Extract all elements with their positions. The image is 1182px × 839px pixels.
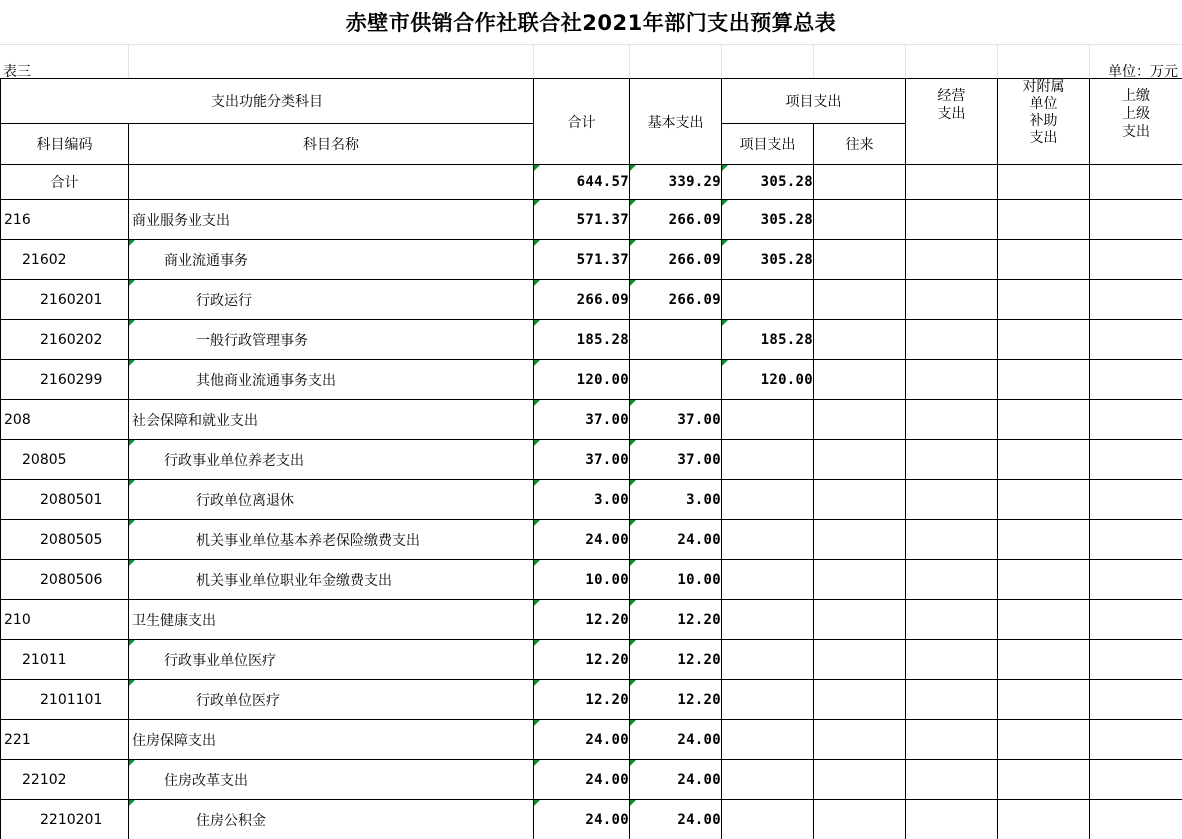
row-total: 120.00 — [534, 360, 630, 400]
row-project — [722, 680, 814, 720]
row-transfer — [814, 560, 906, 600]
row-name: 行政单位离退休 — [129, 480, 534, 520]
row-name: 行政事业单位医疗 — [129, 640, 534, 680]
row-upper — [1090, 800, 1182, 839]
row-project: 185.28 — [722, 320, 814, 360]
row-code: 2080505 — [1, 520, 129, 560]
row-total: 24.00 — [534, 760, 630, 800]
row-total: 37.00 — [534, 400, 630, 440]
row-code: 210 — [1, 600, 129, 640]
row-basic: 12.20 — [630, 600, 722, 640]
table-row — [1, 760, 1182, 800]
sheet-gridline — [997, 44, 998, 78]
table-row — [1, 560, 1182, 600]
row-basic — [630, 360, 722, 400]
row-total: 266.09 — [534, 280, 630, 320]
row-project — [722, 400, 814, 440]
row-name: 机关事业单位基本养老保险缴费支出 — [129, 520, 534, 560]
table-row — [1, 320, 1182, 360]
row-name: 卫生健康支出 — [129, 600, 534, 640]
row-name: 机关事业单位职业年金缴费支出 — [129, 560, 534, 600]
row-upper — [1090, 320, 1182, 360]
row-subsidiary — [998, 720, 1090, 760]
row-code: 2080501 — [1, 480, 129, 520]
row-name: 行政单位医疗 — [129, 680, 534, 720]
row-total: 12.20 — [534, 600, 630, 640]
row-code: 22102 — [1, 760, 129, 800]
row-total: 12.20 — [534, 680, 630, 720]
row-subsidiary — [998, 680, 1090, 720]
unit-label: 单位：万元 — [1108, 64, 1178, 80]
table-row — [1, 720, 1182, 760]
row-name: 住房保障支出 — [129, 720, 534, 760]
row-operating — [906, 480, 998, 520]
row-upper — [1090, 480, 1182, 520]
row-operating — [906, 320, 998, 360]
row-project: 120.00 — [722, 360, 814, 400]
row-upper — [1090, 280, 1182, 320]
row-code: 2160202 — [1, 320, 129, 360]
row-project — [722, 560, 814, 600]
row-operating — [906, 200, 998, 240]
sheet-gridline — [1089, 44, 1090, 78]
row-basic: 24.00 — [630, 520, 722, 560]
table-row — [1, 360, 1182, 400]
table-row — [1, 400, 1182, 440]
row-subsidiary — [998, 240, 1090, 280]
row-code: 21011 — [1, 640, 129, 680]
row-total: 24.00 — [534, 800, 630, 839]
row-code: 208 — [1, 400, 129, 440]
table-row — [1, 440, 1182, 480]
row-total: 3.00 — [534, 480, 630, 520]
row-upper — [1090, 600, 1182, 640]
row-total: 10.00 — [534, 560, 630, 600]
sheet-gridline — [128, 44, 129, 78]
row-operating — [906, 520, 998, 560]
table-label: 表三 — [3, 64, 31, 80]
table-row — [1, 280, 1182, 320]
row-subsidiary — [998, 360, 1090, 400]
row-project: 305.28 — [722, 200, 814, 240]
row-code: 2160201 — [1, 280, 129, 320]
sheet-gridline — [533, 44, 534, 78]
row-basic: 24.00 — [630, 760, 722, 800]
row-subsidiary — [998, 320, 1090, 360]
row-code: 221 — [1, 720, 129, 760]
table-row — [1, 640, 1182, 680]
row-project — [722, 800, 814, 839]
table-row — [1, 200, 1182, 240]
row-upper — [1090, 720, 1182, 760]
header-transfer: 往来 — [814, 124, 906, 165]
row-subsidiary — [998, 760, 1090, 800]
total-row-label: 合计 — [1, 165, 129, 200]
sheet-gridline — [905, 44, 906, 78]
total-row-upper — [1090, 165, 1182, 200]
row-upper — [1090, 400, 1182, 440]
row-operating — [906, 400, 998, 440]
row-total: 12.20 — [534, 640, 630, 680]
row-total: 571.37 — [534, 200, 630, 240]
row-code: 2080506 — [1, 560, 129, 600]
header-total: 合计 — [534, 79, 630, 165]
row-basic: 12.20 — [630, 640, 722, 680]
row-basic: 37.00 — [630, 440, 722, 480]
row-code: 2160299 — [1, 360, 129, 400]
row-subsidiary — [998, 600, 1090, 640]
row-transfer — [814, 520, 906, 560]
row-name: 社会保障和就业支出 — [129, 400, 534, 440]
row-code: 216 — [1, 200, 129, 240]
header-upper: 上缴 上级 支出 — [1090, 79, 1182, 165]
row-upper — [1090, 760, 1182, 800]
row-code: 21602 — [1, 240, 129, 280]
row-project — [722, 520, 814, 560]
row-basic: 37.00 — [630, 400, 722, 440]
budget-table — [0, 78, 1182, 839]
row-subsidiary — [998, 280, 1090, 320]
row-transfer — [814, 760, 906, 800]
row-basic — [630, 320, 722, 360]
row-operating — [906, 720, 998, 760]
row-total: 37.00 — [534, 440, 630, 480]
row-subsidiary — [998, 800, 1090, 839]
row-operating — [906, 280, 998, 320]
row-name: 商业流通事务 — [129, 240, 534, 280]
row-subsidiary — [998, 560, 1090, 600]
table-row — [1, 600, 1182, 640]
row-transfer — [814, 720, 906, 760]
row-transfer — [814, 440, 906, 480]
row-project — [722, 720, 814, 760]
row-name: 住房改革支出 — [129, 760, 534, 800]
total-row-project: 305.28 — [722, 165, 814, 200]
row-basic: 24.00 — [630, 720, 722, 760]
row-transfer — [814, 200, 906, 240]
sheet-gridline — [0, 44, 1182, 45]
row-name: 行政事业单位养老支出 — [129, 440, 534, 480]
total-row-name — [129, 165, 534, 200]
row-code: 2101101 — [1, 680, 129, 720]
row-total: 24.00 — [534, 520, 630, 560]
row-basic: 266.09 — [630, 240, 722, 280]
row-upper — [1090, 240, 1182, 280]
row-basic: 24.00 — [630, 800, 722, 839]
header-name: 科目名称 — [129, 124, 534, 165]
row-operating — [906, 640, 998, 680]
row-upper — [1090, 560, 1182, 600]
row-subsidiary — [998, 520, 1090, 560]
row-transfer — [814, 680, 906, 720]
row-project — [722, 640, 814, 680]
row-upper — [1090, 520, 1182, 560]
row-operating — [906, 680, 998, 720]
table-row — [1, 520, 1182, 560]
sheet-gridline — [813, 44, 814, 78]
row-transfer — [814, 280, 906, 320]
row-operating — [906, 440, 998, 480]
row-basic: 12.20 — [630, 680, 722, 720]
row-total: 185.28 — [534, 320, 630, 360]
row-project — [722, 440, 814, 480]
row-subsidiary — [998, 200, 1090, 240]
table-row — [1, 480, 1182, 520]
row-operating — [906, 240, 998, 280]
row-basic: 10.00 — [630, 560, 722, 600]
row-total: 571.37 — [534, 240, 630, 280]
sheet-gridline — [721, 44, 722, 78]
row-upper — [1090, 640, 1182, 680]
row-code: 20805 — [1, 440, 129, 480]
row-transfer — [814, 400, 906, 440]
total-row — [1, 165, 1182, 200]
table-row — [1, 800, 1182, 839]
row-basic: 266.09 — [630, 200, 722, 240]
header-project-group: 项目支出 — [722, 79, 906, 124]
header-operating: 经营 支出 — [906, 79, 998, 165]
row-code: 2210201 — [1, 800, 129, 839]
row-name: 行政运行 — [129, 280, 534, 320]
total-row-basic: 339.29 — [630, 165, 722, 200]
header-basic: 基本支出 — [630, 79, 722, 165]
row-upper — [1090, 200, 1182, 240]
row-operating — [906, 360, 998, 400]
page-title: 赤壁市供销合作社联合社2021年部门支出预算总表 — [345, 11, 837, 35]
row-transfer — [814, 600, 906, 640]
row-subsidiary — [998, 440, 1090, 480]
row-operating — [906, 800, 998, 839]
row-subsidiary — [998, 400, 1090, 440]
row-project — [722, 760, 814, 800]
row-subsidiary — [998, 480, 1090, 520]
row-upper — [1090, 680, 1182, 720]
row-project — [722, 600, 814, 640]
row-transfer — [814, 480, 906, 520]
header-project: 项目支出 — [722, 124, 814, 165]
row-name: 一般行政管理事务 — [129, 320, 534, 360]
total-row-subsidiary — [998, 165, 1090, 200]
row-operating — [906, 600, 998, 640]
row-total: 24.00 — [534, 720, 630, 760]
row-upper — [1090, 360, 1182, 400]
sheet-gridline — [629, 44, 630, 78]
total-row-transfer — [814, 165, 906, 200]
row-project: 305.28 — [722, 240, 814, 280]
row-basic: 3.00 — [630, 480, 722, 520]
row-transfer — [814, 360, 906, 400]
row-transfer — [814, 800, 906, 839]
header-subsidiary: 对附属 单位 补助 支出 — [998, 79, 1090, 165]
row-name: 其他商业流通事务支出 — [129, 360, 534, 400]
header-function-category: 支出功能分类科目 — [1, 79, 534, 124]
row-project — [722, 480, 814, 520]
row-name: 商业服务业支出 — [129, 200, 534, 240]
row-basic: 266.09 — [630, 280, 722, 320]
row-transfer — [814, 240, 906, 280]
table-row — [1, 680, 1182, 720]
header-code: 科目编码 — [1, 124, 129, 165]
row-project — [722, 280, 814, 320]
row-operating — [906, 760, 998, 800]
header-row-1 — [1, 79, 1182, 124]
table-row — [1, 240, 1182, 280]
row-name: 住房公积金 — [129, 800, 534, 839]
row-upper — [1090, 440, 1182, 480]
row-transfer — [814, 640, 906, 680]
row-transfer — [814, 320, 906, 360]
row-subsidiary — [998, 640, 1090, 680]
total-row-total: 644.57 — [534, 165, 630, 200]
total-row-operating — [906, 165, 998, 200]
row-operating — [906, 560, 998, 600]
